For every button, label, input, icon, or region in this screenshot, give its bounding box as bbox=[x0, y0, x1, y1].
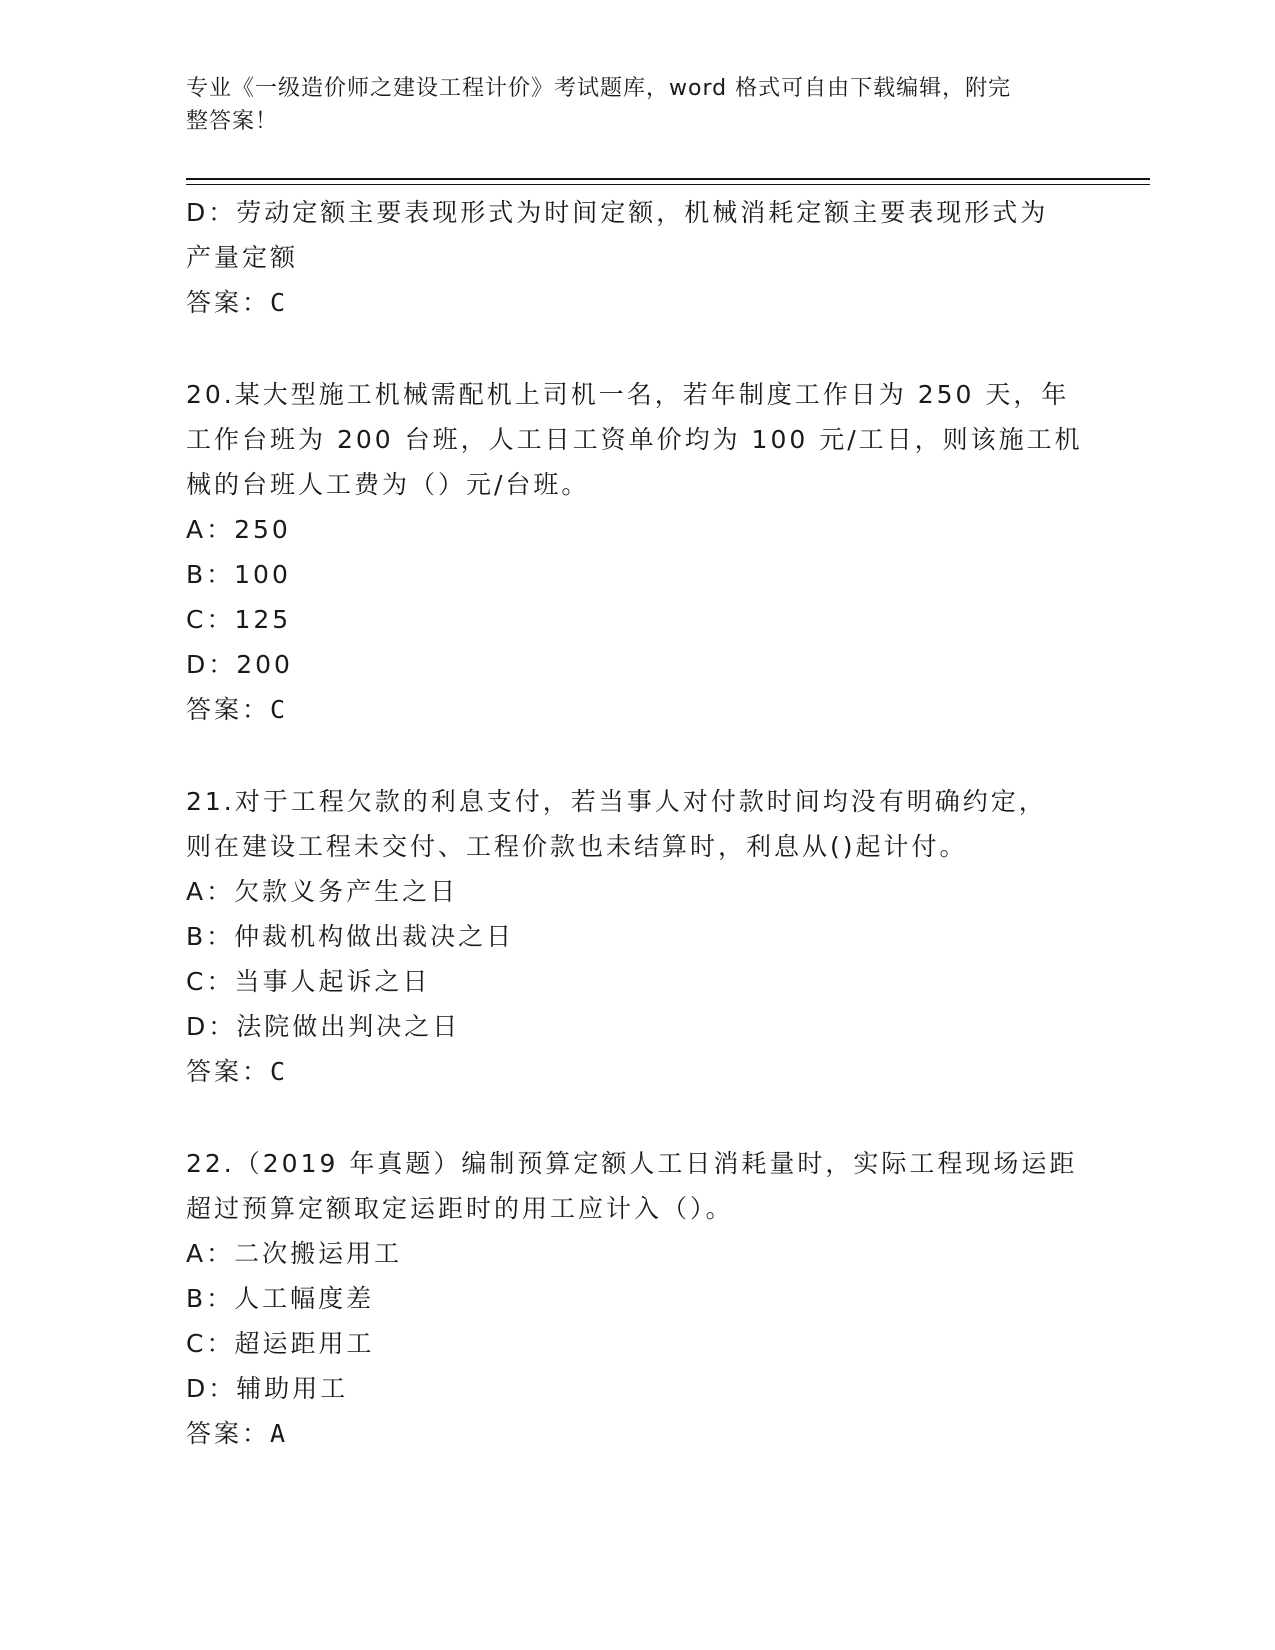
answer-line bbox=[186, 1411, 1086, 1456]
question-stem-line: 20.某大型施工机械需配机上司机一名，若年制度工作日为 250 天，年 bbox=[186, 380, 1070, 409]
question-20 bbox=[186, 372, 1086, 732]
option-c: C：当事人起诉之日 bbox=[186, 967, 431, 996]
option-b: B：100 bbox=[186, 560, 291, 589]
question-stem-line: 工作台班为 200 台班，人工日工资单价均为 100 元/工日，则该施工机 bbox=[186, 425, 1083, 454]
answer-label: 答案： bbox=[186, 288, 271, 317]
option-d: D：法院做出判决之日 bbox=[186, 1012, 461, 1041]
question-stem-line: 械的台班人工费为（）元/台班。 bbox=[186, 470, 590, 499]
option-c: C：超运距用工 bbox=[186, 1329, 375, 1358]
prev-question-tail bbox=[186, 190, 1086, 325]
answer-value: A bbox=[270, 1419, 289, 1448]
answer-line bbox=[186, 687, 1086, 732]
question-stem-line: 22.（2019 年真题）编制预算定额人工日消耗量时，实际工程现场运距 bbox=[186, 1149, 1078, 1178]
question-stem-line: 超过预算定额取定运距时的用工应计入（）。 bbox=[186, 1194, 734, 1223]
option-a: A：二次搬运用工 bbox=[186, 1239, 403, 1268]
question-22 bbox=[186, 1141, 1086, 1456]
question-stem-line: 21.对于工程欠款的利息支付，若当事人对付款时间均没有明确约定， bbox=[186, 787, 1047, 816]
option-d-continued: 产量定额 bbox=[186, 243, 299, 272]
answer-value: C bbox=[270, 695, 289, 724]
header-line-1: 专业《一级造价师之建设工程计价》考试题库，word 格式可自由下载编辑，附完 bbox=[186, 76, 1012, 101]
answer-label: 答案： bbox=[186, 695, 271, 724]
option-c: C：125 bbox=[186, 605, 292, 634]
question-stem-line: 则在建设工程未交付、工程价款也未结算时，利息从()起计付。 bbox=[186, 832, 968, 861]
option-d: D：劳动定额主要表现形式为时间定额，机械消耗定额主要表现形式为 bbox=[186, 198, 1049, 227]
option-a: A：250 bbox=[186, 515, 291, 544]
question-21 bbox=[186, 779, 1086, 1094]
page-header bbox=[186, 72, 1066, 138]
header-divider-thin bbox=[186, 184, 1150, 185]
option-d: D：200 bbox=[186, 650, 293, 679]
answer-value: C bbox=[270, 288, 289, 317]
answer-label: 答案： bbox=[186, 1057, 271, 1086]
answer-line bbox=[186, 1049, 1086, 1094]
option-b: B：人工幅度差 bbox=[186, 1284, 375, 1313]
question-list bbox=[186, 190, 1086, 1456]
answer-label: 答案： bbox=[186, 1419, 271, 1448]
option-d: D：辅助用工 bbox=[186, 1374, 349, 1403]
header-line-2: 整答案！ bbox=[186, 109, 279, 134]
header-divider-thick bbox=[186, 178, 1150, 180]
option-b: B：仲裁机构做出裁决之日 bbox=[186, 922, 515, 951]
answer-line bbox=[186, 280, 1086, 325]
answer-value: C bbox=[270, 1057, 289, 1086]
option-a: A：欠款义务产生之日 bbox=[186, 877, 459, 906]
